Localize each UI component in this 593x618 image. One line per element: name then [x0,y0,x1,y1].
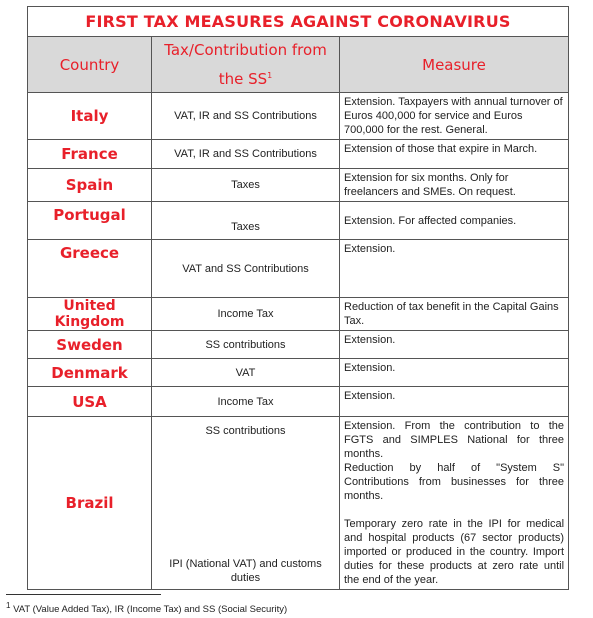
header-country-label: Country [59,55,120,74]
country-cell: USA [28,387,152,417]
tax-measures-table-container [27,6,568,590]
tax-cell: Taxes [152,202,340,240]
measure-cell: Extension. [340,387,569,417]
measure-cell: Extension. [340,359,569,387]
footnote-divider [6,594,161,595]
country-cell: Greece [28,240,152,298]
measure-cell: Reduction of tax benefit in the Capital Gains Tax. [340,298,569,331]
header-footnote-mark: 1 [267,71,273,80]
country-cell: France [28,140,152,169]
table-row [28,169,569,202]
tax-cell: VAT [152,359,340,387]
table-row [28,140,569,169]
measure-item: Reduction by half of "System S" Contributions from businesses for three months. [344,462,565,502]
tax-cell: VAT, IR and SS Contributions [152,93,340,140]
table-row [28,387,569,417]
measure-item: Temporary zero rate in the IPI for medical and hospital products (67 sector products) imported or produced in the country. Import duties for these products at zero rate until the end of the year. [344,518,565,586]
measure-cell: Extension of those that expire in March. [340,140,569,169]
tax-cell: Taxes [152,169,340,202]
measure-cell: Extension. [340,240,569,298]
tax-cell [152,417,340,590]
tax-cell: VAT, IR and SS Contributions [152,140,340,169]
tax-cell: Income Tax [152,387,340,417]
measure-cell [340,417,569,590]
table-row [28,417,569,590]
country-cell: United Kingdom [28,298,152,331]
footnote [6,601,287,615]
measure-cell: Extension. Taxpayers with annual turnover of Euros 400,000 for service and Euros 700,000 for the rest. General. [340,93,569,140]
table-row [28,298,569,331]
table-row [28,93,569,140]
header-tax-label: Tax/Contribution from the SS [164,41,327,88]
country-cell: Brazil [28,417,152,590]
table-row [28,202,569,240]
table-row [28,240,569,298]
header-measure [340,37,569,93]
tax-item: SS contributions [205,425,286,437]
country-cell: Denmark [28,359,152,387]
measure-item: Extension. From the contribution to the FGTS and SIMPLES National for three months. [344,420,565,460]
country-cell: Sweden [28,331,152,359]
header-tax [152,37,340,93]
header-measure-label: Measure [422,55,486,74]
measure-cell: Extension. [340,331,569,359]
measure-cell: Extension. For affected companies. [340,202,569,240]
header-row [28,37,569,93]
table-row [28,331,569,359]
header-country [28,37,152,93]
tax-cell: Income Tax [152,298,340,331]
country-cell: Portugal [28,202,152,240]
tax-cell: VAT and SS Contributions [152,240,340,298]
measure-cell: Extension for six months. Only for freelancers and SMEs. On request. [340,169,569,202]
footnote-text: VAT (Value Added Tax), IR (Income Tax) and SS (Social Security) [13,604,288,616]
tax-cell: SS contributions [152,331,340,359]
tax-measures-table [27,6,569,590]
table-row [28,359,569,387]
tax-item: IPI (National VAT) and customs duties [169,558,322,584]
country-cell: Spain [28,169,152,202]
footnote-mark: 1 [6,601,11,610]
country-cell: Italy [28,93,152,140]
table-title: FIRST TAX MEASURES AGAINST CORONAVIRUS [28,7,569,37]
